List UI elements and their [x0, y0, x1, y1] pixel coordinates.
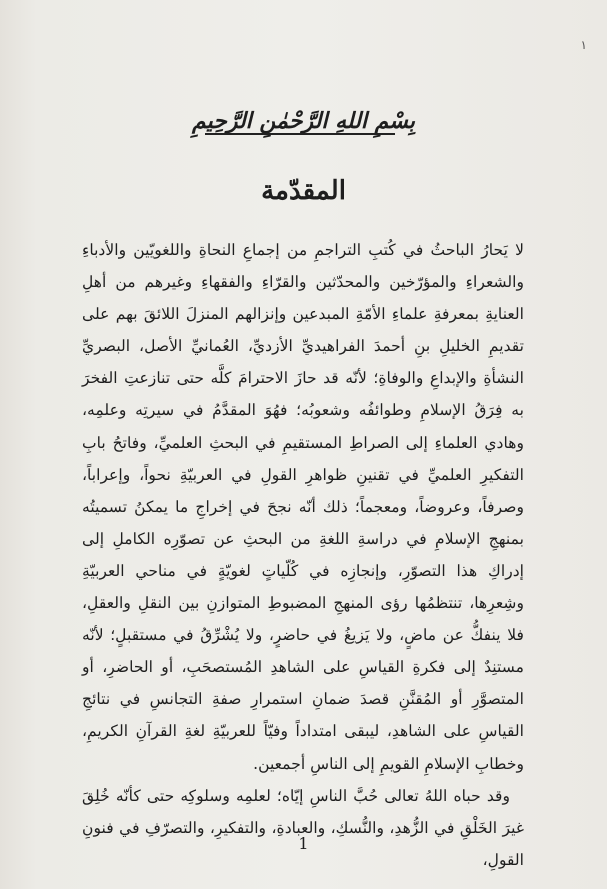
paragraph: وقد حباه اللهُ تعالى حُبَّ الناسِ إيّاه؛ لعلمِه وسلوكِه حتى كأنّه خُلِقَ غيرَ الخَلْقِ في الزُّهدِ، والنُّسكِ، والعبادةِ، والتفكيرِ، والتصرّفِ في فنونِ القولِ، — [82, 786, 524, 869]
basmala-heading: بِسْمِ اللهِ الرَّحْمٰنِ الرَّحِيمِ — [191, 108, 416, 134]
page-number: 1 — [298, 834, 309, 853]
basmala-underline — [205, 133, 395, 135]
corner-mark: ١ — [580, 38, 587, 52]
page-title: المقدّمة — [261, 176, 346, 206]
paragraph: لا يَحارُ الباحثُ في كُتبِ التراجمِ من إجماعِ النحاةِ واللغويّين والأدباءِ والشعراءِ والمؤرّخين والمحدّثين والقرّاءِ والفقهاءِ وغيرهم من أهلِ العنايةِ بمعرفةِ علماءِ الأمّةِ المبدعين وإنزالهم المنزلَ اللائقَ بهم على تقديمِ الخليلِ بنِ أحمدَ الفراهيديِّ الأزديِّ، العُمانيِّ الأصل، البصريِّ النشأةِ والإبداعِ والوفاةِ؛ لأنّه قد حازَ الاحترامَ كلَّه حتى تنازعتِ الفخرَ به فِرَقُ الإسلامِ وطوائفُه وشعوبُه؛ فهُوَ المقدَّمُ في سيرتِه وعلمِه، وهادي العلماءِ إلى الصراطِ المستقيمِ في البحثِ العلميِّ، وفاتحُ بابِ التفكيرِ العلميِّ في تقنينِ ظواهرِ القولِ في العربيّةِ نحواً، وإعراباً، وصرفاً، وعروضاً، ومعجماً؛ ذلك أنّه نجحَ في إخراجِ ما يمكنُ تسميتُه بمنهجِ الإسلامِ في دراسةِ اللغةِ من البحثِ عن تصوّرِه الكاملِ إلى إدراكِ هذا التصوّرِ، وإنجازِه في كُلّياتٍ لغويّةٍ في مناحي العربيّةِ وشِعرِها، تنتظمُها رؤى المنهجِ المضبوطِ المتوازنِ بين النقلِ والعقلِ، فلا ينفكُّ عن ماضٍ، ولا يَزيغُ في حاضرٍ، ولا يُشْرِّقُ في مستقبلٍ؛ لأنّه مستنِدٌ إلى فكرةِ القياسِ على الشاهدِ المُستصحَبِ، أو الحاضرِ، أو المتصوَّرِ أو المُقنَّنِ قصدَ ضمانِ استمرارِ صفةِ التجانسِ في نتائجِ القياسِ على الشاهدِ، ليبقى امتداداً وفيّاً للعربيّةِ لغةِ القرآنِ الكريمِ، وخطابِ الإسلامِ القويمِ إلى الناسِ أجمعين. — [82, 241, 524, 773]
body-text — [82, 234, 524, 876]
